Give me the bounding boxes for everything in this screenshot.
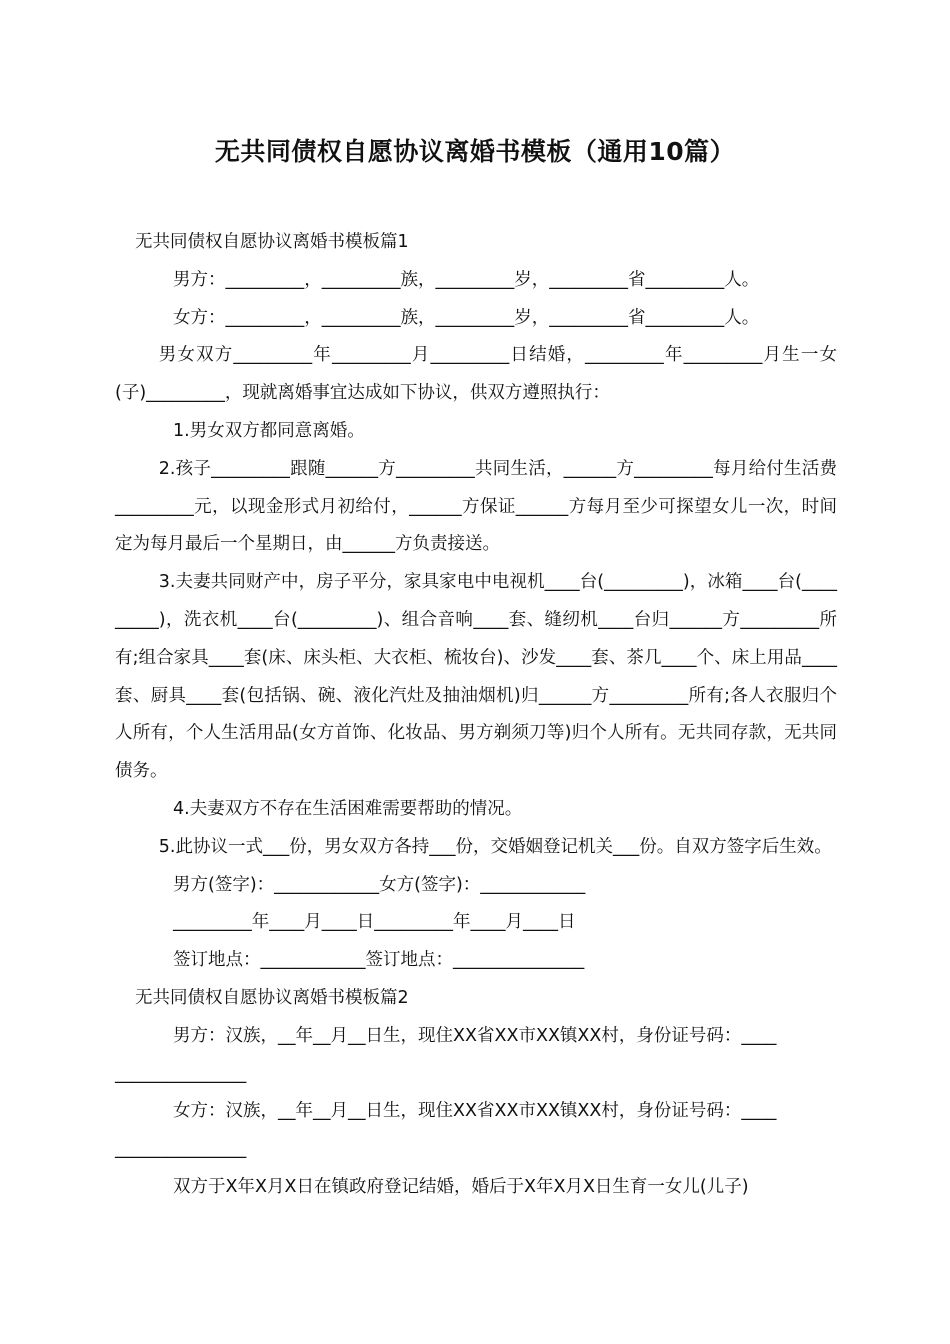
female-info-line-2: 女方：汉族，__年__月__日生，现住XX省XX市XX镇XX村，身份证号码：____ xyxy=(173,1101,777,1122)
clause-4: 4.夫妻双方不存在生活困难需要帮助的情况。 xyxy=(173,798,523,819)
marriage-paragraph-2: 双方于X年X月X日在镇政府登记结婚，婚后于X年X月X日生育一女儿(儿子) xyxy=(173,1176,749,1197)
signature-line: 男方(签字)：____________女方(签字)：____________ xyxy=(173,874,586,895)
date-line: _________年____月____日_________年____月____日 xyxy=(173,912,576,933)
clause-3: 3.夫妻共同财产中，房子平分，家具家电中电视机____台(_________)，冰箱____台(_________)，洗衣机____台(_________)、组合音响____套、缝纫机____台归______方_________所有;组合家具____套(床、床头柜、大衣柜、梳妆台)、沙发____套、茶几____个、床上用品____套、厨具____套(包括锅、碗、液化汽灶及抽油烟机)归______方_________所有;各人衣服归个人所有，个人生活用品(女方首饰、化妆品、男方剃须刀等)归个人所有。无共同存款，无共同债务。 xyxy=(115,572,837,782)
male-info-line: 男方：_________，_________族，_________岁，_________省_________人。 xyxy=(173,269,760,290)
female-id-continuation: _______________ xyxy=(115,1139,247,1160)
document-title: 无共同债权自愿协议离婚书模板（通用10篇） xyxy=(214,137,736,166)
place-line: 签订地点：____________签订地点：_______________ xyxy=(173,950,585,971)
document-body xyxy=(115,224,837,1207)
male-id-continuation: _______________ xyxy=(115,1063,247,1084)
marriage-paragraph: 男女双方_________年_________月_________日结婚，_________年_________月生一女(子)_________，现就离婚事宜达成如下协议，供双方遵照执行： xyxy=(115,345,837,404)
section1-heading: 无共同债权自愿协议离婚书模板篇1 xyxy=(135,232,409,252)
clause-2: 2.孩子_________跟随______方_________共同生活，______方_________每月给付生活费_________元，以现金形式月初给付，______方保证______方每月至少可探望女儿一次，时间定为每月最后一个星期日，由______方负责接送。 xyxy=(115,458,837,555)
clause-5: 5.此协议一式___份，男女双方各持___份，交婚姻登记机关___份。自双方签字后生效。 xyxy=(158,836,832,857)
male-info-line-2: 男方：汉族，__年__月__日生，现住XX省XX市XX镇XX村，身份证号码：____ xyxy=(173,1025,777,1046)
section2-heading: 无共同债权自愿协议离婚书模板篇2 xyxy=(135,987,409,1008)
clause-1: 1.男女双方都同意离婚。 xyxy=(173,420,365,441)
female-info-line: 女方：_________，_________族，_________岁，_________省_________人。 xyxy=(173,307,760,328)
